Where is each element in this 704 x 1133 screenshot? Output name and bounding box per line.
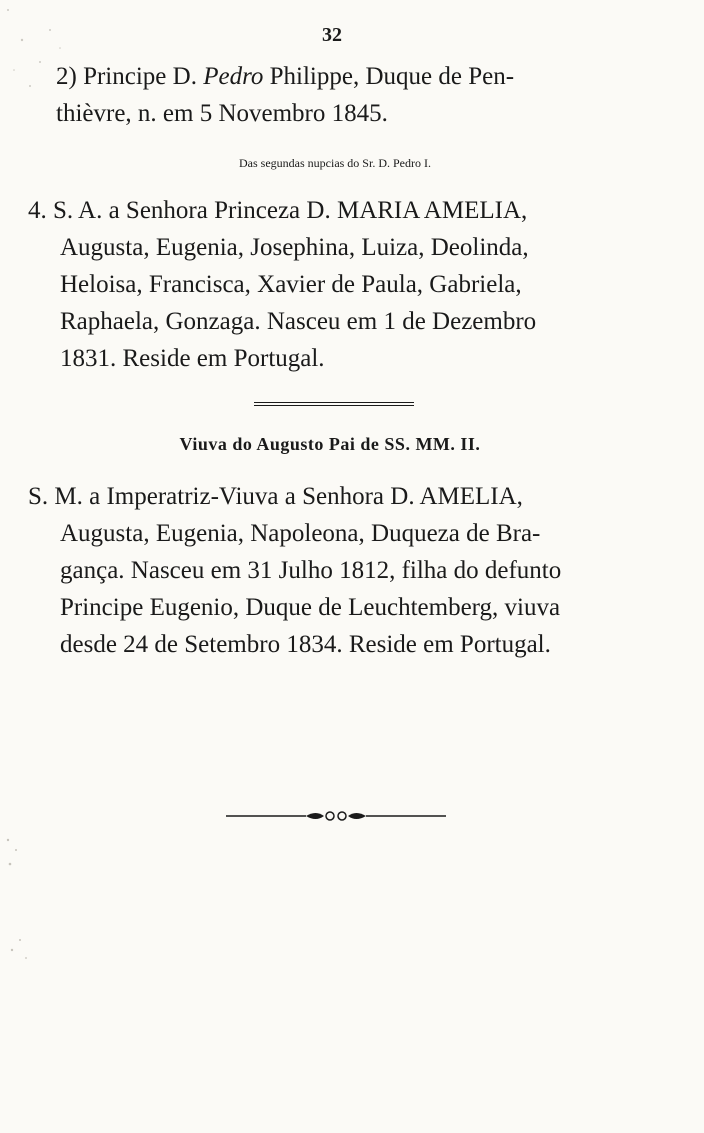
widow-section-title: Viuva do Augusto Pai de SS. MM. II. [179, 434, 481, 454]
maria-amelia-entry [28, 192, 648, 377]
paper-stain-left-margin [0, 820, 40, 980]
paper-stain-top-left [0, 0, 120, 130]
pedro-entry-line-1 [56, 58, 676, 95]
pedro-entry-name-italic: Pedro [203, 63, 264, 90]
section-divider-rule [254, 402, 414, 406]
empress-amelia-entry [28, 478, 648, 663]
maria-entry-line-2: Augusta, Eugenia, Josephina, Luiza, Deolinda, [60, 234, 529, 261]
pedro-philippe-entry [56, 58, 676, 132]
maria-entry-line-5: 1831. Reside em Portugal. [60, 345, 325, 372]
tail-ornament-icon [226, 808, 446, 824]
amelia-entry-line-1: S. M. a Imperatriz-Viuva a Senhora D. AMELIA, [28, 483, 523, 510]
pedro-entry-suffix: Philippe, Duque de Pen- [263, 63, 515, 90]
amelia-entry-line-3: gança. Nasceu em 31 Julho 1812, filha do defunto [60, 557, 562, 584]
amelia-entry-line-5: desde 24 de Setembro 1834. Reside em Portugal. [60, 631, 551, 658]
amelia-entry-line-2: Augusta, Eugenia, Napoleona, Duqueza de Bra- [60, 520, 541, 547]
page-number: 32 [322, 24, 342, 46]
maria-entry-line-3: Heloisa, Francisca, Xavier de Paula, Gabriela, [60, 271, 522, 298]
pedro-entry-line-2: thièvre, n. em 5 Novembro 1845. [56, 100, 388, 127]
amelia-entry-line-4: Principe Eugenio, Duque de Leuchtemberg, viuva [60, 594, 561, 621]
second-marriage-heading: Das segundas nupcias do Sr. D. Pedro I. [239, 156, 431, 170]
maria-entry-line-4: Raphaela, Gonzaga. Nasceu em 1 de Dezembro [60, 308, 537, 335]
pedro-entry-prefix: 2) Principe D. [56, 63, 204, 90]
maria-entry-line-1: 4. S. A. a Senhora Princeza D. MARIA AMELIA, [28, 197, 528, 224]
